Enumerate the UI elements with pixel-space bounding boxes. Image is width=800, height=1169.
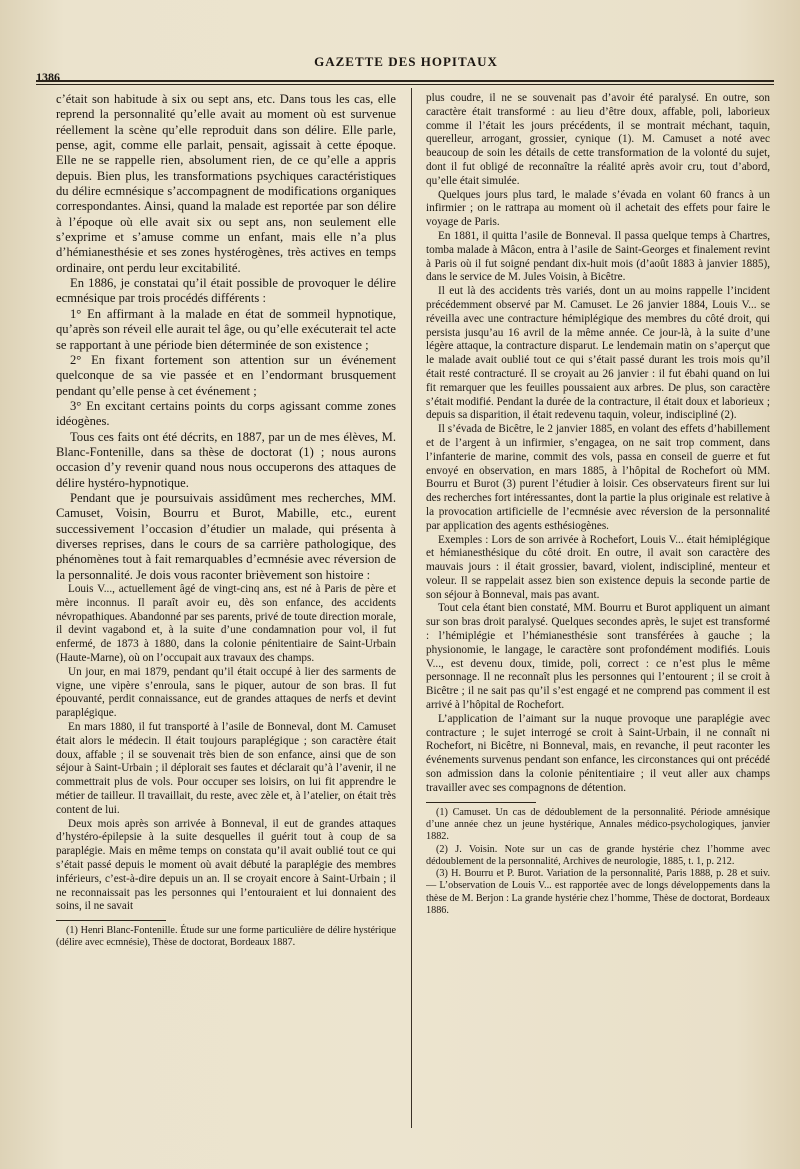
case-paragraph: Quelques jours plus tard, le malade s’évada en volant 60 francs à un infirmier ; on le rattrapa au moment où il achetait des effets pour faire le voyage de Paris. xyxy=(426,188,770,229)
header-rule xyxy=(36,80,774,85)
body-paragraph: c’était son habitude à six ou sept ans, etc. Dans tous les cas, elle reprend la personnalité qu’elle avait au moment où est survenue réellement la scène qu’elle reproduit dans son délire. Elle parle, pense, agit, comme elle parlait, pensait, agissait à cette époque. Elle ne se rappelle rien, absolument rien, de ce qu’elle a appris depuis. Bien plus, les transformations psychiques caractéristiques du délire ecmnésique s’accompagnent de modifications organiques correspondantes. Ainsi, quand la malade est reportée par son délire à l’époque où elle avait six ou sept ans, non seulement elle s’exprime et s’amuse comme un enfant, mais elle n’a plus d’hémianesthésie et ses zones hystérogènes, très actives en temps ordinaire, ont perdu leur excitabilité. xyxy=(56,92,396,275)
body-paragraph: En 1886, je constatai qu’il était possible de provoquer le délire ecmnésique par trois procédés différents : xyxy=(56,276,396,306)
left-column xyxy=(56,92,396,1122)
column-divider xyxy=(411,88,412,1128)
case-history xyxy=(56,583,396,914)
body-paragraph: Pendant que je poursuivais assidûment mes recherches, MM. Camuset, Voisin, Bourru et Burot, Mabille, etc., eurent successivement l’occasion d’étudier un malade, qui présenta à diverses reprises, dans le cours de sa carrière pathologique, des phénomènes tout à fait remarquables d’ecmnésie avec réversion de la personnalité. Je dois vous raconter brièvement son histoire : xyxy=(56,490,396,582)
footnote-rule xyxy=(426,802,536,803)
case-paragraph: Un jour, en mai 1879, pendant qu’il était occupé à lier des sarments de vigne, une vipère s’enroula, sans le piquer, autour de son bras. Il fut épouvanté, perdit connaissance, eut de grandes attaques de nerfs et devint paraplégique. xyxy=(56,665,396,720)
body-paragraph: 1° En affirmant à la malade en état de sommeil hypnotique, qu’après son réveil elle aurait tel âge, ou qu’elle exécuterait tel acte se rapportant à une période bien déterminée de son existence ; xyxy=(56,306,396,352)
footnote: (1) Henri Blanc-Fontenille. Étude sur une forme particulière de délire hystérique (délire avec ecmnésie), Thèse de doctorat, Bordeaux 1887. xyxy=(56,925,396,949)
journal-title: GAZETTE DES HOPITAUX xyxy=(314,54,498,69)
case-paragraph: En mars 1880, il fut transporté à l’asile de Bonneval, dont M. Camuset était alors le médecin. Il était toujours paraplégique ; son caractère était doux, affable ; il se souvenait très bien de son enfance, ainsi que de son séjour à Saint-Urbain ; il déplorait ses fautes et déclarait qu’à l’avenir, il ne commettrait plus de vols. Pour occuper ses loisirs, on lui fit apprendre le métier de tailleur. Il travaillait, du reste, avec zèle et, à l’atelier, on était très content de lui. xyxy=(56,720,396,816)
footnote: (2) J. Voisin. Note sur un cas de grande hystérie chez l’homme avec dédoublement de la personnalité, Archives de neurologie, 1885, t. 1, p. 212. xyxy=(426,843,770,867)
footnotes xyxy=(56,925,396,950)
case-paragraph: En 1881, il quitta l’asile de Bonneval. Il passa quelque temps à Chartres, tomba malade à Mâcon, entra à l’asile de Saint-Georges et finalement revint à Paris où il fut soigné pendant dix-huit mois (d’août 1883 à janvier 1885), dans le service de M. Jules Voisin, à Bicêtre. xyxy=(426,229,770,284)
right-column xyxy=(426,92,770,1122)
case-paragraph: plus coudre, il ne se souvenait pas d’avoir été paralysé. En outre, son caractère était transformé : au lieu d’être doux, affable, poli, laborieux comme il l’était les jours précédents, il se montrait méchant, taquin, querelleur, arrogant, grossier, cynique (1). M. Camuset a noté avec beaucoup de soin les détails de cette transformation de la volonté du sujet, dont il fut obligé de reconnaître la réalité après avoir cru, tout d’abord, qu’elle était simulée. xyxy=(426,92,770,187)
case-paragraph: Deux mois après son arrivée à Bonneval, il eut de grandes attaques d’hystéro-épilepsie à la suite desquelles il guérit tout à coup de sa paraplégie. Mais en même temps on constata qu’il avait oublié tout ce qui s’était passé depuis le moment où avait débuté la paraplégie des membres inférieurs, c’est-à-dire depuis un an. Il se croyait encore à Saint-Urbain ; il ne reconnaissait pas les personnes qui l’entouraient et lui donnaient des soins, il ne savait xyxy=(56,817,396,913)
case-paragraph: Louis V..., actuellement âgé de vingt-cinq ans, est né à Paris de père et mère inconnus. Il paraît avoir eu, dès son enfance, des accidents névropathiques. Abandonné par ses parents, privé de toute direction morale, il devint vagabond et, à la suite d’une condamnation pour vol, il fut enfermé, de 1873 à 1880, dans la colonie pénitentiaire de Saint-Urbain (Haute-Marne), où on l’occupait aux travaux des champs. xyxy=(56,583,396,664)
footnote-rule xyxy=(56,920,166,921)
footnote: (1) Camuset. Un cas de dédoublement de la personnalité. Période amnésique d’une année chez un jeune hystérique, Annales médico-psychologiques, janvier 1882. xyxy=(426,806,770,843)
footnotes xyxy=(426,807,770,918)
case-paragraph: Il s’évada de Bicêtre, le 2 janvier 1885, en volant des effets d’habillement et de l’argent à un infirmier, s’engagea, on ne sait trop comment, dans l’infanterie de marine, commit des vols, passa en conseil de guerre et fut envoyé en observation, en mars 1885, à l’hôpital de Rochefort où MM. Bourru et Burot (3) purent l’étudier à loisir. Ces observateurs firent sur lui des recherches fort intéressantes, dont la partie la plus originale est relative à la provocation artificielle de l’ecmnésie avec réversion de la personnalité par application des agents esthésiogènes. xyxy=(426,423,770,532)
case-paragraph: Il eut là des accidents très variés, dont un au moins rappelle l’incident précédemment observé par M. Camuset. Le 26 janvier 1884, Louis V... se réveilla avec une contracture hémiplégique des membres du côté droit, qui persista jusqu’au 16 avril de la même année. Ce jour-là, à la suite d’une légère attaque, la contracture disparut. Le lendemain matin on s’aperçut que le malade avait oublié tout ce qui s’était passé durant les trois mois qu’il était resté contracturé. Il se croyait au 26 janvier : il fut ébahi quand on lui fit remarquer que les feuilles poussaient aux arbres. De plus, son caractère s’était modifié. Pendant la durée de la contracture, il était doux et laborieux ; depuis sa disparition, il était redevenu taquin, voleur, indiscipliné (2). xyxy=(426,285,770,422)
body-paragraph: Tous ces faits ont été décrits, en 1887, par un de mes élèves, M. Blanc-Fontenille, dans sa thèse de doctorat (1) ; nous aurons occasion d’y revenir quand nous nous occuperons des attaques de délire hystéro-hypnotique. xyxy=(56,429,396,490)
case-paragraph: L’application de l’aimant sur la nuque provoque une paraplégie avec contracture ; le sujet interrogé se croit à Saint-Urbain, il ne connaît ni Rochefort, ni Bicêtre, ni Bonneval, mais, en revanche, il peut raconter les événements survenus pendant son enfance, les circonstances qui ont précédé son admission dans la colonie pénitentiaire ; il veut aller aux champs travailler avec ses compagnons de détention. xyxy=(426,712,770,794)
body-paragraph: 2° En fixant fortement son attention sur un événement quelconque de sa vie passée et en l’endormant brusquement pendant qu’elle pense à cet événement ; xyxy=(56,352,396,398)
footnote: (3) H. Bourru et P. Burot. Variation de la personnalité, Paris 1888, p. 28 et suiv. — L’observation de Louis V... est rapportée avec de longs développements dans la thèse de M. Berjon : La grande hystérie chez l’homme, Thèse de doctorat, Bordeaux 1886. xyxy=(426,868,770,917)
case-paragraph: Tout cela étant bien constaté, MM. Bourru et Burot appliquent un aimant sur son bras droit paralysé. Quelques secondes après, le sujet est transformé : l’hémiplégie et l’hémianesthésie sont transférées à gauche ; la physionomie, le langage, le caractère sont profondément modifiés. Louis V..., est devenu doux, timide, poli, correct : ce n’est plus le même personnage. Il ne reconnaît plus les personnes qui l’entourent ; il se croit à Bicêtre ; il ne sait pas qu’il s’est engagé et ne comprend pas comment il est arrivé à l’hôpital de Rochefort. xyxy=(426,602,770,712)
body-paragraph: 3° En excitant certains points du corps agissant comme zones idéogènes. xyxy=(56,398,396,429)
case-history-continued xyxy=(426,92,770,796)
case-paragraph: Exemples : Lors de son arrivée à Rochefort, Louis V... était hémiplégique et hémianesthésique du côté droit. En outre, il avait son caractère des mauvais jours : il était grossier, bavard, violent, indiscipliné, menteur et voleur. Il se rappelait assez bien son existence depuis la seconde partie de son séjour à Bonneval, mais pas avant. xyxy=(426,533,770,601)
page-header xyxy=(36,50,776,84)
page-number: 1386 xyxy=(36,70,60,84)
